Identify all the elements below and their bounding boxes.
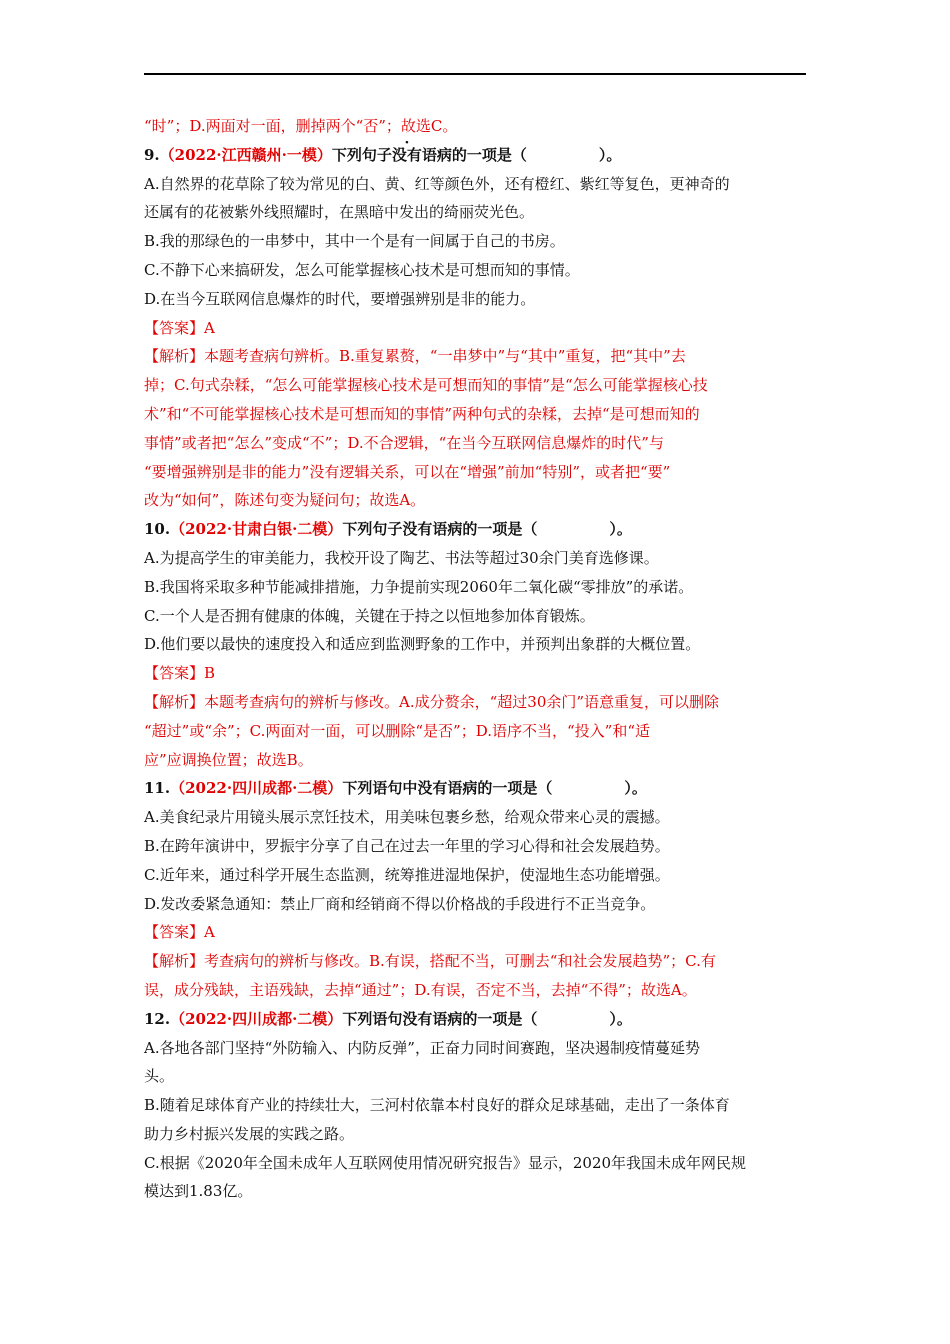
option-c: C.近年来，通过科学开展生态监测，统筹推进湿地保护，使湿地生态功能增强。 <box>144 865 670 884</box>
option-a: A.为提高学生的审美能力，我校开设了陶艺、书法等超过30余门美育选修课。 <box>144 548 659 567</box>
question-stem: 12.（2022·四川成都·二模）下列语句没有语病的一项是（ ）。 <box>144 1009 632 1028</box>
option-a-cont: 还属有的花被紫外线照耀时，在黑暗中发出的绮丽荧光色。 <box>144 203 535 222</box>
question-10 <box>144 515 806 774</box>
emphasis-dot: 没有 <box>391 145 422 164</box>
option-a: A.自然界的花草除了较为常见的白、黄、红等颜色外，还有橙红、紫红等复色，更神奇的 <box>144 174 730 193</box>
option-a: A.美食纪录片用镜头展示烹饪技术，用美味包裹乡愁，给观众带来心灵的震撼。 <box>144 808 670 827</box>
analysis-line: 【解析】考查病句的辨析与修改。B.有误，搭配不当，可删去“和社会发展趋势”；C.有 <box>144 952 716 971</box>
option-a-cont: 头。 <box>144 1067 175 1086</box>
option-b: B.我的那绿色的一串梦中，其中一个是有一间属于自己的书房。 <box>144 232 565 251</box>
question-source: （2022·甘肃白银·二模） <box>170 520 343 539</box>
analysis-line: “超过”或“余”；C.两面对一面，可以删除“是否”；D.语序不当，“投入”和“适 <box>144 721 650 740</box>
analysis-line: “要增强辨别是非的能力”没有逻辑关系，可以在“增强”前加“特别”，或者把“要” <box>144 462 671 481</box>
analysis-line: 事情”或者把“怎么”变成“不”；D.不合逻辑，“在当今互联网信息爆炸的时代”与 <box>144 433 664 452</box>
option-b: B.随着足球体育产业的持续壮大，三河村依靠本村良好的群众足球基础，走出了一条体育 <box>144 1096 730 1115</box>
answer: 【答案】A <box>144 318 215 337</box>
option-d: D.他们要以最快的速度投入和适应到监测野象的工作中，并预判出象群的大概位置。 <box>144 635 701 654</box>
question-12 <box>144 1005 806 1207</box>
analysis-line: 术”和“不可能掌握核心技术是可想而知的事情”两种句式的杂糅，去掉“是可想而知的 <box>144 404 700 423</box>
option-c: C.一个人是否拥有健康的体魄，关键在于持之以恒地参加体育锻炼。 <box>144 606 595 625</box>
question-source: （2022·江西赣州·一模） <box>159 145 332 164</box>
question-11 <box>144 774 806 1004</box>
option-c: C.不静下心来搞研发，怎么可能掌握核心技术是可想而知的事情。 <box>144 260 580 279</box>
question-stem: 10.（2022·甘肃白银·二模）下列句子没有语病的一项是（ ）。 <box>144 520 632 539</box>
analysis-line: 【解析】本题考查病句辨析。B.重复累赘，“一串梦中”与“其中”重复，把“其中”去 <box>144 347 686 366</box>
analysis-line: 掉；C.句式杂糅，“怎么可能掌握核心技术是可想而知的事情”是“怎么可能掌握核心技 <box>144 376 708 395</box>
analysis-line: 应”应调换位置；故选B。 <box>144 750 313 769</box>
option-d: D.在当今互联网信息爆炸的时代，要增强辨别是非的能力。 <box>144 289 536 308</box>
header-rule <box>144 73 806 75</box>
question-9 <box>144 141 806 515</box>
question-stem: 9.（2022·江西赣州·一模）下列句子没有语病的一项是（ ）。 <box>144 141 806 170</box>
question-source: （2022·四川成都·二模） <box>170 1009 343 1028</box>
previous-analysis-tail: “时”；D.两面对一面，删掉两个“否”；故选C。 <box>144 117 458 135</box>
analysis-line: 误，成分残缺，主语残缺，去掉“通过”；D.有误，否定不当，去掉“不得”；故选A。 <box>144 980 697 999</box>
option-b-cont: 助力乡村振兴发展的实践之路。 <box>144 1124 355 1143</box>
option-d: D.发改委紧急通知：禁止厂商和经销商不得以价格战的手段进行不正当竞争。 <box>144 894 656 913</box>
analysis-line: 【解析】本题考查病句的辨析与修改。A.成分赘余，“超过30余门”语意重复，可以删除 <box>144 692 720 711</box>
option-b: B.在跨年演讲中，罗振宇分享了自己在过去一年里的学习心得和社会发展趋势。 <box>144 836 670 855</box>
question-source: （2022·四川成都·二模） <box>170 779 343 798</box>
option-c: C.根据《2020年全国未成年人互联网使用情况研究报告》显示，2020年我国未成年网民规 <box>144 1153 747 1172</box>
answer: 【答案】A <box>144 923 215 942</box>
option-a: A.各地各部门坚持“外防输入、内防反弹”，正奋力同时间赛跑，坚决遏制疫情蔓延势 <box>144 1038 700 1057</box>
document-body <box>144 112 806 1206</box>
option-b: B.我国将采取多种节能减排措施，力争提前实现2060年二氧化碳“零排放”的承诺。 <box>144 577 694 596</box>
answer: 【答案】B <box>144 664 216 683</box>
question-stem: 11.（2022·四川成都·二模）下列语句中没有语病的一项是（ ）。 <box>144 779 647 798</box>
analysis-line: 改为“如何”，陈述句变为疑问句；故选A。 <box>144 491 426 510</box>
option-c-cont: 模达到1.83亿。 <box>144 1182 253 1201</box>
